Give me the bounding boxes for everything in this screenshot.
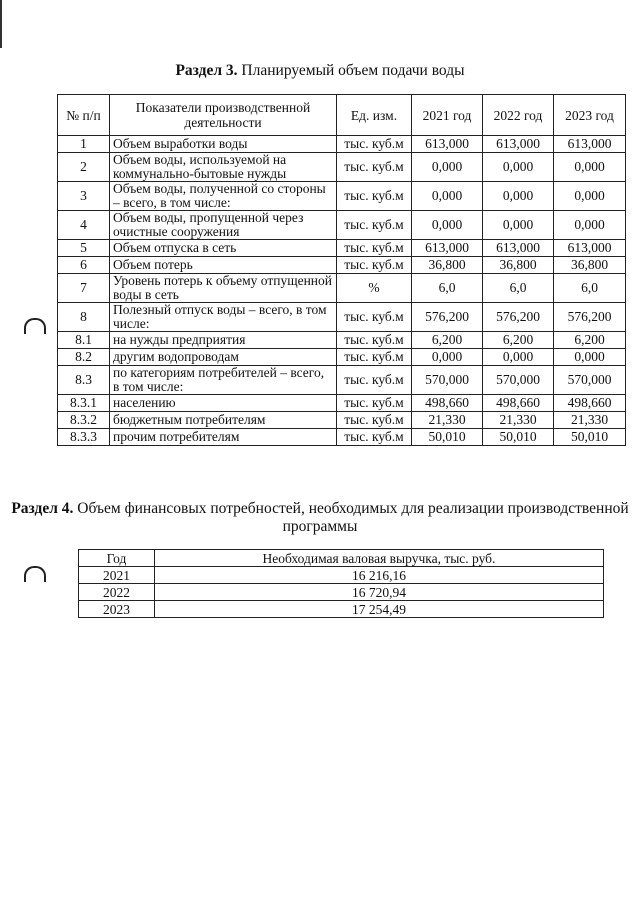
row-number: 3	[58, 182, 110, 211]
scan-edge-mark	[0, 0, 2, 48]
row-indicator: населению	[110, 395, 337, 412]
row-value-2021: 613,000	[412, 240, 483, 257]
row-number: 5	[58, 240, 110, 257]
row-value-2023: 6,0	[554, 274, 626, 303]
table-row	[58, 274, 626, 303]
row-unit: тыс. куб.м	[337, 349, 412, 366]
header-num: № п/п	[58, 95, 110, 136]
table-row	[58, 332, 626, 349]
row-indicator: Полезный отпуск воды – всего, в том числе:	[110, 303, 337, 332]
row-unit: тыс. куб.м	[337, 182, 412, 211]
row-number: 8.3.2	[58, 412, 110, 429]
row-value-2021: 6,200	[412, 332, 483, 349]
row-indicator: прочим потребителям	[110, 429, 337, 446]
row-number: 1	[58, 136, 110, 153]
section-4-title	[0, 500, 640, 536]
row-indicator: Уровень потерь к объему отпущенной воды в сеть	[110, 274, 337, 303]
row-value-2022: 6,200	[483, 332, 554, 349]
row-value-2023: 576,200	[554, 303, 626, 332]
row-revenue: 16 216,16	[155, 567, 604, 584]
table-header-row	[79, 550, 604, 567]
row-indicator: на нужды предприятия	[110, 332, 337, 349]
table-row	[58, 136, 626, 153]
row-revenue: 17 254,49	[155, 601, 604, 618]
row-number: 2	[58, 153, 110, 182]
row-number: 8.2	[58, 349, 110, 366]
row-value-2023: 0,000	[554, 153, 626, 182]
header-2023: 2023 год	[554, 95, 626, 136]
header-year: Год	[79, 550, 155, 567]
row-value-2023: 36,800	[554, 257, 626, 274]
binder-hole-mark	[24, 318, 46, 334]
table-header-row	[58, 95, 626, 136]
row-value-2021: 613,000	[412, 136, 483, 153]
row-value-2021: 6,0	[412, 274, 483, 303]
row-value-2023: 0,000	[554, 349, 626, 366]
row-value-2021: 21,330	[412, 412, 483, 429]
section-4-title-label: Раздел 4.	[11, 500, 74, 517]
row-value-2022: 21,330	[483, 412, 554, 429]
row-value-2022: 576,200	[483, 303, 554, 332]
row-indicator: Объем воды, пропущенной через очистные сооружения	[110, 211, 337, 240]
row-indicator: Объем воды, используемой на коммунально-бытовые нужды	[110, 153, 337, 182]
header-indicator: Показатели производственной деятельности	[110, 95, 337, 136]
row-value-2022: 613,000	[483, 240, 554, 257]
row-value-2021: 50,010	[412, 429, 483, 446]
row-number: 8.3.1	[58, 395, 110, 412]
row-year: 2023	[79, 601, 155, 618]
table-row	[79, 601, 604, 618]
row-unit: тыс. куб.м	[337, 332, 412, 349]
row-unit: тыс. куб.м	[337, 429, 412, 446]
header-revenue: Необходимая валовая выручка, тыс. руб.	[155, 550, 604, 567]
row-number: 8.1	[58, 332, 110, 349]
section-4-title-text: Объем финансовых потребностей, необходимых для реализации производственной программы	[73, 500, 629, 535]
row-value-2023: 50,010	[554, 429, 626, 446]
row-value-2022: 0,000	[483, 153, 554, 182]
section-3-title-text: Планируемый объем подачи воды	[237, 62, 465, 79]
row-value-2023: 21,330	[554, 412, 626, 429]
table-row	[58, 211, 626, 240]
row-value-2023: 498,660	[554, 395, 626, 412]
row-unit: тыс. куб.м	[337, 153, 412, 182]
row-value-2023: 570,000	[554, 366, 626, 395]
table-row	[58, 303, 626, 332]
table-row	[58, 153, 626, 182]
row-number: 4	[58, 211, 110, 240]
water-supply-table	[57, 94, 626, 446]
row-indicator: Объем потерь	[110, 257, 337, 274]
row-value-2023: 613,000	[554, 136, 626, 153]
row-indicator: по категориям потребителей – всего, в том числе:	[110, 366, 337, 395]
row-value-2021: 0,000	[412, 349, 483, 366]
table-row	[58, 182, 626, 211]
row-value-2022: 36,800	[483, 257, 554, 274]
row-unit: тыс. куб.м	[337, 303, 412, 332]
row-value-2022: 0,000	[483, 349, 554, 366]
row-value-2021: 0,000	[412, 153, 483, 182]
row-indicator: Объем отпуска в сеть	[110, 240, 337, 257]
table-row	[79, 584, 604, 601]
row-unit: тыс. куб.м	[337, 366, 412, 395]
row-unit: тыс. куб.м	[337, 211, 412, 240]
row-unit: тыс. куб.м	[337, 412, 412, 429]
row-value-2021: 0,000	[412, 211, 483, 240]
row-value-2022: 0,000	[483, 211, 554, 240]
binder-hole-mark	[24, 566, 46, 582]
row-value-2022: 50,010	[483, 429, 554, 446]
header-2022: 2022 год	[483, 95, 554, 136]
row-value-2021: 576,200	[412, 303, 483, 332]
row-value-2022: 0,000	[483, 182, 554, 211]
row-indicator: другим водопроводам	[110, 349, 337, 366]
table-row	[58, 412, 626, 429]
row-number: 6	[58, 257, 110, 274]
header-2021: 2021 год	[412, 95, 483, 136]
row-value-2023: 0,000	[554, 211, 626, 240]
row-indicator: бюджетным потребителям	[110, 412, 337, 429]
row-value-2023: 613,000	[554, 240, 626, 257]
row-indicator: Объем выработки воды	[110, 136, 337, 153]
row-year: 2022	[79, 584, 155, 601]
row-value-2021: 0,000	[412, 182, 483, 211]
row-number: 8.3	[58, 366, 110, 395]
row-year: 2021	[79, 567, 155, 584]
table-row	[58, 349, 626, 366]
row-indicator: Объем воды, полученной со стороны – всего, в том числе:	[110, 182, 337, 211]
row-value-2021: 36,800	[412, 257, 483, 274]
row-number: 7	[58, 274, 110, 303]
row-value-2023: 6,200	[554, 332, 626, 349]
table-row	[79, 567, 604, 584]
row-unit: тыс. куб.м	[337, 257, 412, 274]
row-value-2021: 498,660	[412, 395, 483, 412]
row-value-2021: 570,000	[412, 366, 483, 395]
row-value-2022: 613,000	[483, 136, 554, 153]
row-number: 8.3.3	[58, 429, 110, 446]
row-unit: тыс. куб.м	[337, 136, 412, 153]
row-value-2022: 498,660	[483, 395, 554, 412]
financial-needs-table	[78, 549, 604, 618]
row-value-2022: 6,0	[483, 274, 554, 303]
table-row	[58, 240, 626, 257]
table-row	[58, 395, 626, 412]
row-unit: тыс. куб.м	[337, 395, 412, 412]
row-unit: тыс. куб.м	[337, 240, 412, 257]
section-3-title	[0, 62, 640, 80]
row-revenue: 16 720,94	[155, 584, 604, 601]
row-value-2022: 570,000	[483, 366, 554, 395]
row-number: 8	[58, 303, 110, 332]
table-row	[58, 257, 626, 274]
table-row	[58, 366, 626, 395]
table-row	[58, 429, 626, 446]
header-unit: Ед. изм.	[337, 95, 412, 136]
row-unit: %	[337, 274, 412, 303]
section-3-title-label: Раздел 3.	[175, 62, 238, 79]
row-value-2023: 0,000	[554, 182, 626, 211]
